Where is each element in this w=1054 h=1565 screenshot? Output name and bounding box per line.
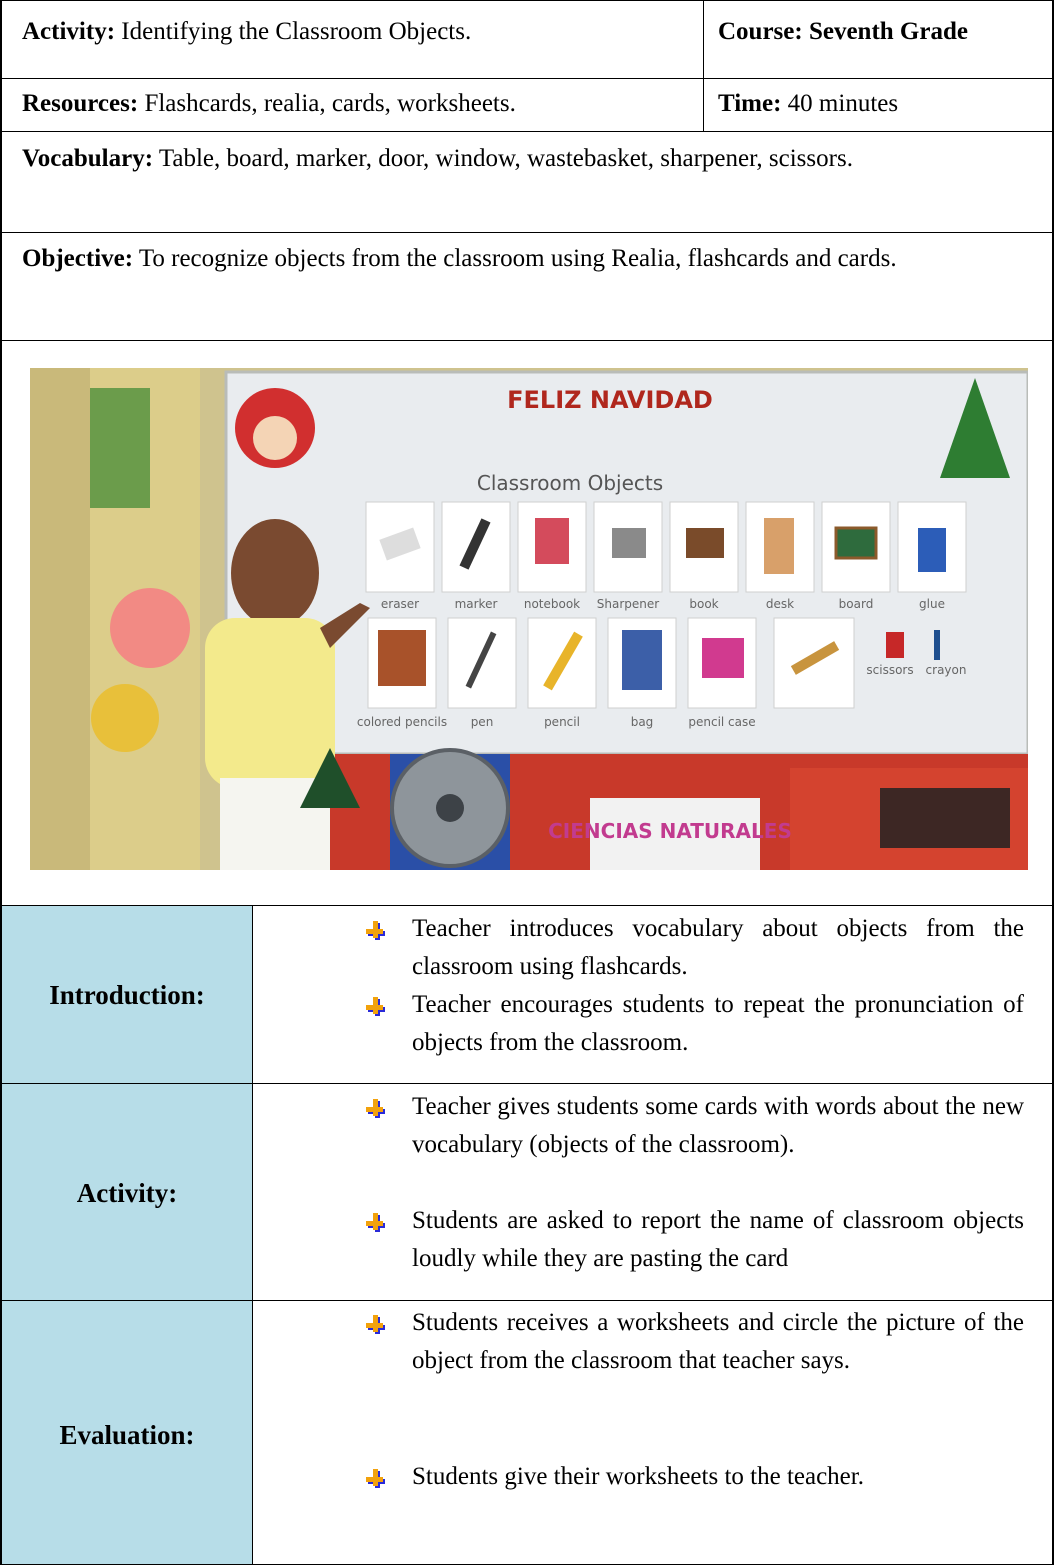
course-label: Course: Seventh Grade [718,18,968,45]
bullet-cross-icon [365,996,387,1018]
bullet-cross-icon [365,920,387,942]
card-word: board [838,597,874,611]
card-word: pencil [544,715,580,729]
board-title: Classroom Objects [476,471,664,495]
introduction-bullet: Teacher introduces vocabulary about objects from the classroom using flashcards. [412,915,1024,980]
time-value: 40 minutes [781,90,899,117]
table-border-top [0,0,1054,1]
poster-text: CIENCIAS NATURALES [548,819,792,843]
activity-bullet: Teacher gives students some cards with words about the new vocabulary (objects of the classroom). [412,1093,1024,1158]
bullet-cross-icon [365,1212,387,1234]
vocabulary-paragraph [22,141,1032,177]
column-divider [252,905,253,1565]
card-word: glue [919,597,945,611]
card-word: Sharpener [596,597,660,611]
card-word: desk [765,597,795,611]
introduction-label: Introduction: [49,980,205,1010]
vocabulary-value: Table, board, marker, door, window, wastebasket, sharpener, scissors. [153,145,853,172]
card-word: bag [630,715,654,729]
objective-label: Objective: [22,245,134,272]
activity-label: Activity: [76,1178,178,1208]
card-word: eraser [380,597,420,611]
resources-value: Flashcards, realia, cards, worksheets. [138,90,516,117]
card-word: crayon [925,663,967,677]
time-label: Time: [718,90,782,117]
card-word: colored pencils [356,715,448,729]
objective-value: To recognize objects from the classroom using Realia, flashcards and cards. [133,245,897,272]
evaluation-bullet: Students receives a worksheets and circle the picture of the object from the classroom that teacher says. [412,1309,1024,1374]
evaluation-label: Evaluation: [59,1420,195,1450]
card-word: scissors [866,663,914,677]
vocabulary-label: Vocabulary: [22,145,154,172]
bullet-cross-icon [365,1314,387,1336]
activity-bullet: Students are asked to report the name of classroom objects loudly while they are pasting the card [412,1207,1024,1272]
bullet-cross-icon [365,1098,387,1120]
objective-paragraph [22,241,1032,277]
time-line [718,86,898,122]
column-divider [703,0,704,131]
resources-label: Resources: [22,90,139,117]
card-word: notebook [523,597,581,611]
activity-title [22,14,471,50]
row-divider [0,78,1054,79]
activity-value: Identifying the Classroom Objects. [115,18,472,45]
card-word: book [689,597,719,611]
resources-line [22,86,516,122]
row-divider [0,131,1054,132]
row-divider [0,232,1054,233]
introduction-bullet: Teacher encourages students to repeat the pronunciation of objects from the classroom. [412,991,1024,1056]
classroom-photo [30,368,1028,870]
row-divider [0,340,1054,341]
banner-text: FELIZ NAVIDAD [507,386,713,414]
evaluation-bullet: Students give their worksheets to the teacher. [412,1463,864,1490]
card-word: marker [454,597,498,611]
card-word: pen [470,715,494,729]
bullet-cross-icon [365,1468,387,1490]
card-word: pencil case [688,715,756,729]
activity-label: Activity: [22,18,116,45]
